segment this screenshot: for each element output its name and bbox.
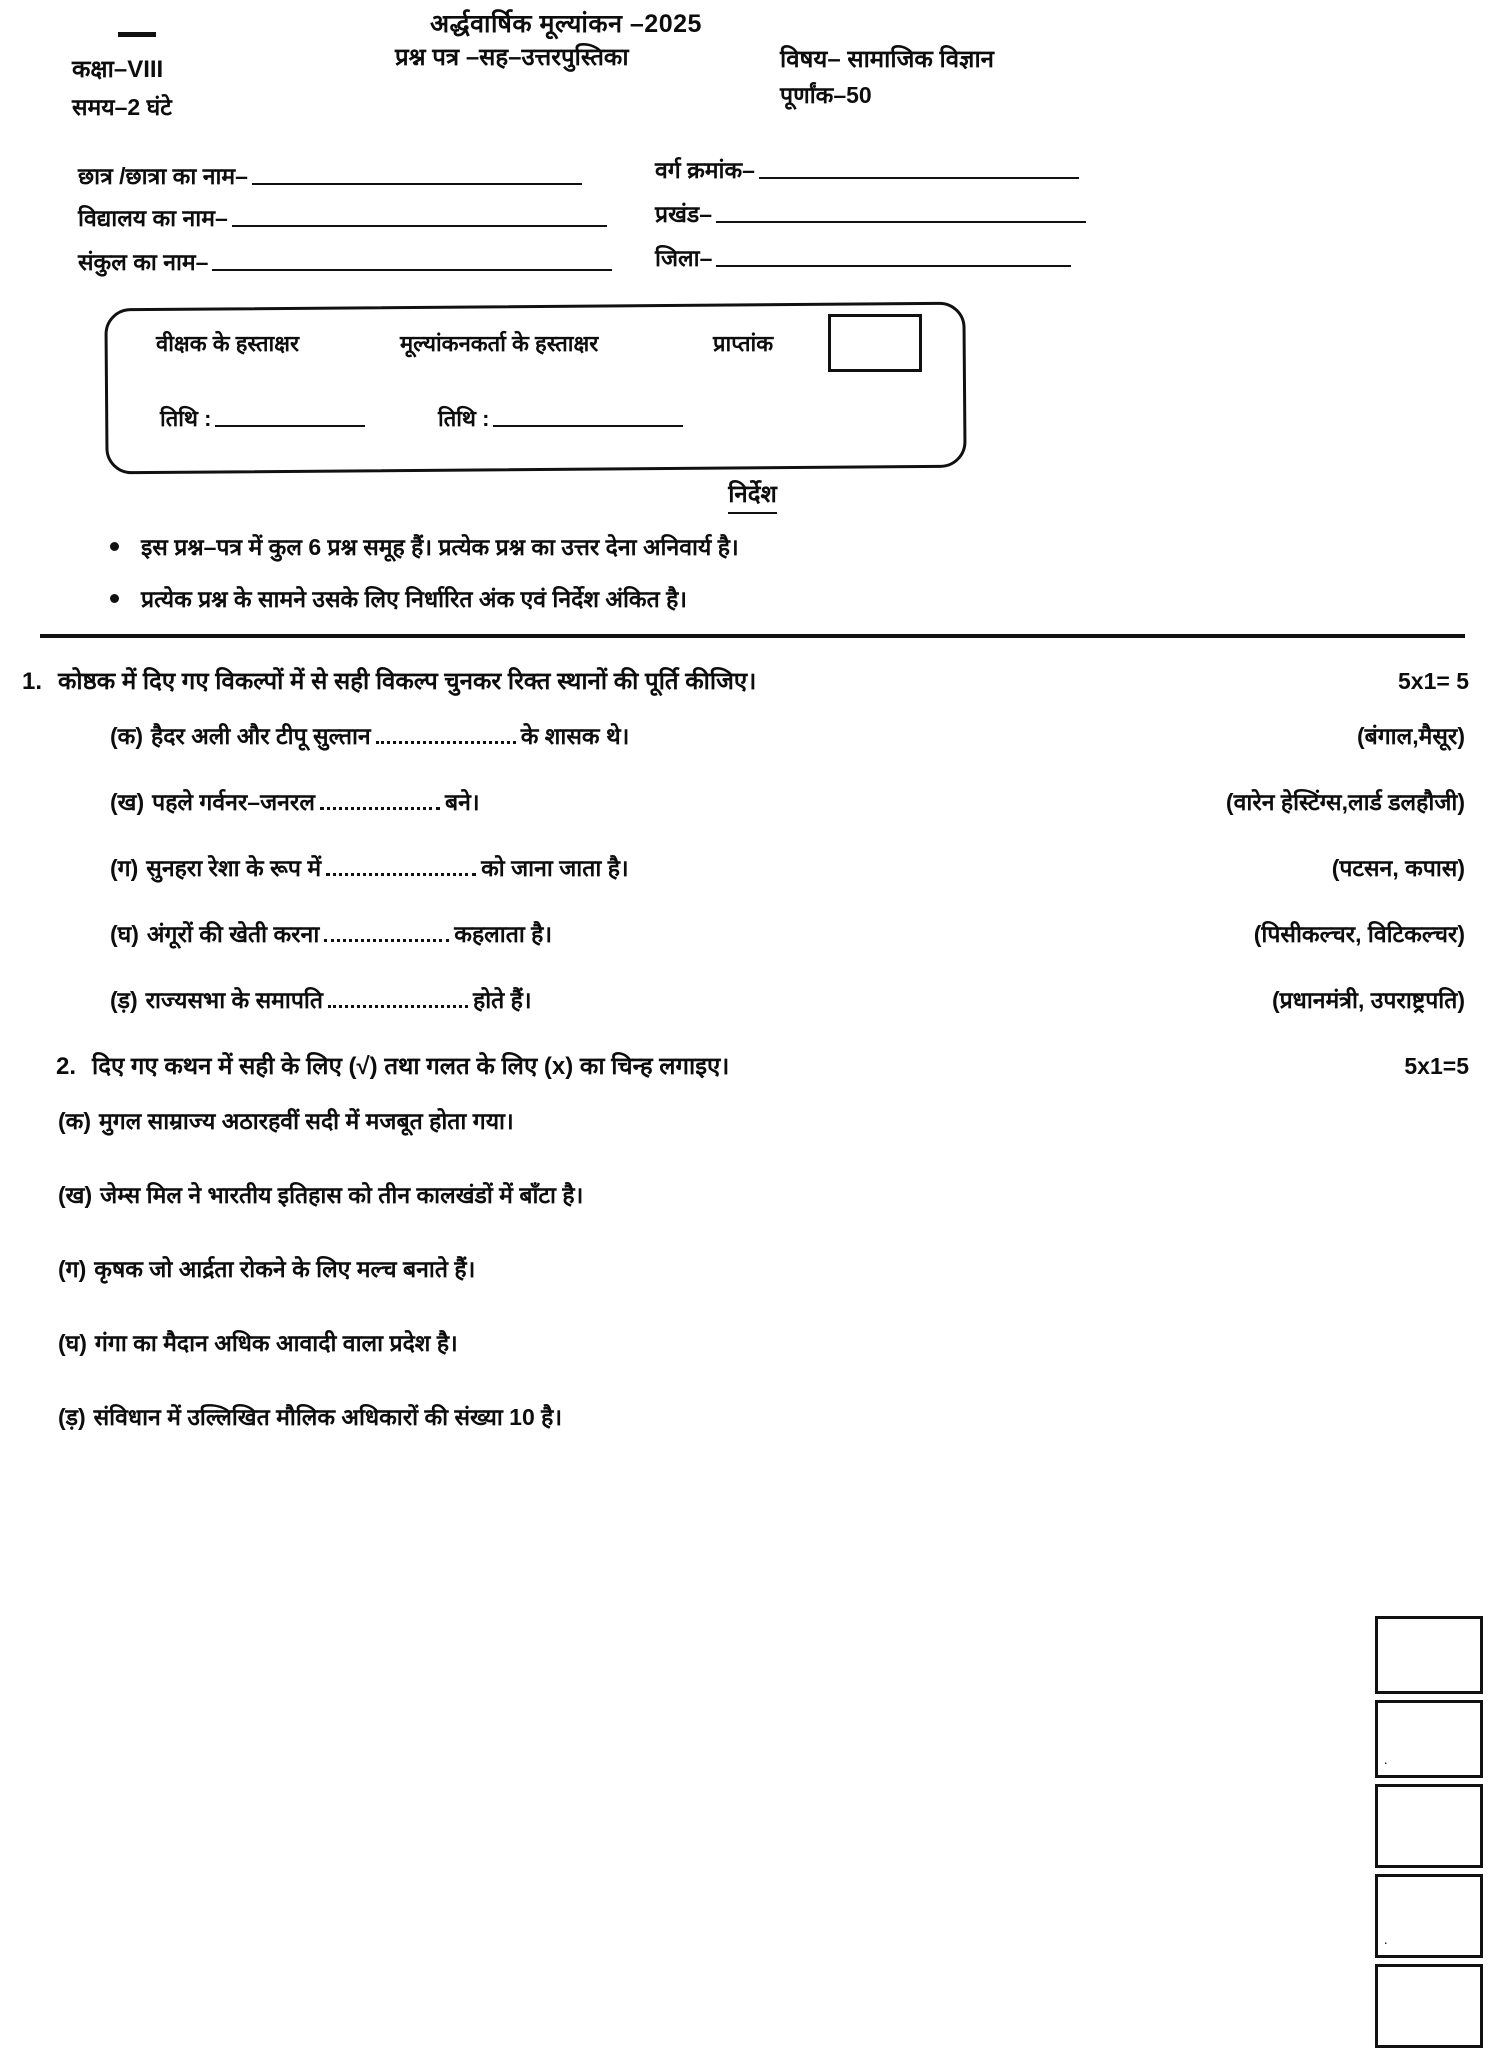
question-2-marks: 5x1=5: [1404, 1053, 1469, 1079]
evaluator-signature-label: मूल्यांकनकर्ता के हस्ताक्षर: [400, 331, 599, 356]
instructions-heading-wrap: [0, 477, 1505, 514]
instruction-text: इस प्रश्न–पत्र में कुल 6 प्रश्न समूह हैं। प्रत्येक प्रश्न का उत्तर देना अनिवार्य है।: [141, 534, 739, 560]
class-roll-input[interactable]: [759, 177, 1079, 179]
sub-label: (घ): [110, 921, 139, 947]
evaluator-date-input[interactable]: [493, 425, 683, 427]
sub-label: (ड़): [58, 1404, 86, 1430]
sub-text-before: मुगल साम्राज्य अठारहवीं सदी में मजबूत होता गया।: [98, 1108, 514, 1134]
question-2-sub-a: [0, 1104, 1505, 1136]
answer-box[interactable]: [1375, 1964, 1483, 2048]
question-1-sub-e: [0, 983, 1505, 1015]
blank-answer-field[interactable]: [324, 939, 449, 942]
sub-text-before: अंगूरों की खेती करना: [146, 921, 320, 947]
student-name-row: [78, 159, 586, 191]
instruction-item: [110, 582, 1505, 614]
max-marks-label: पूर्णांक–50: [780, 82, 872, 108]
subject-label: विषय– सामाजिक विज्ञान: [780, 46, 994, 73]
blank-answer-field[interactable]: [328, 1005, 468, 1008]
school-name-row: [78, 201, 611, 233]
invigilator-signature-label: वीक्षक के हस्ताक्षर: [156, 331, 299, 356]
instructions-list: [110, 530, 1505, 614]
sub-text-before: जेम्स मिल ने भारतीय इतिहास को तीन कालखंडों में बाँटा है।: [100, 1182, 584, 1208]
question-1-number: 1.: [22, 668, 43, 695]
block-row: [655, 197, 1090, 229]
sub-options: (प्रधानमंत्री, उपराष्ट्रपति): [1271, 987, 1465, 1013]
bullet-dot-icon: [110, 594, 119, 603]
sub-text-after: को जाना जाता है।: [481, 855, 629, 881]
sankul-name-label: संकुल का नाम–: [78, 249, 209, 275]
sub-label: (ख): [110, 789, 145, 815]
district-label: जिला–: [655, 245, 713, 271]
question-1-subitems: [0, 719, 1505, 1015]
answer-box[interactable]: [1375, 1700, 1483, 1778]
question-2-head: [0, 1049, 1505, 1082]
sub-label: (ग): [110, 855, 139, 881]
question-2-sub-e: [0, 1400, 1505, 1432]
sub-text-after: के शासक थे।: [520, 723, 630, 749]
instruction-text: प्रत्येक प्रश्न के सामने उसके लिए निर्धारित अंक एवं निर्देश अंकित है।: [141, 586, 688, 612]
evaluator-date-label: तिथि :: [438, 406, 490, 431]
question-2-sub-c: [0, 1252, 1505, 1284]
time-label: समय–2 घंटे: [72, 94, 172, 120]
question-2-text: दिए गए कथन में सही के लिए (√) तथा गलत के लिए (x) का चिन्ह लगाइए।: [92, 1053, 730, 1080]
sub-text-before: पहले गर्वनर–जनरल: [152, 789, 315, 815]
page-subtitle: प्रश्न पत्र –सह–उत्तरपुस्तिका: [395, 44, 629, 71]
sub-text-before: राज्यसभा के समापति: [145, 987, 323, 1013]
question-2-sub-b: [0, 1178, 1505, 1210]
sub-text-before: हैदर अली और टीपू सुल्तान: [150, 723, 371, 749]
student-info-block: [0, 153, 1505, 283]
question-2-number: 2.: [56, 1053, 77, 1080]
sub-text-after: होते हैं।: [473, 987, 532, 1013]
blank-answer-field[interactable]: [320, 807, 440, 810]
bullet-dot-icon: [110, 542, 119, 551]
sub-options: (पटसन, कपास): [1331, 855, 1465, 881]
question-1-sub-c: [0, 851, 1505, 883]
question-1-head: [0, 664, 1505, 697]
block-label: प्रखंड–: [655, 201, 712, 227]
answer-box[interactable]: [1375, 1874, 1483, 1958]
answer-box[interactable]: [1375, 1616, 1483, 1694]
obtained-marks-label: प्राप्तांक: [713, 331, 774, 356]
school-name-input[interactable]: [232, 225, 607, 227]
question-2-sub-d: [0, 1326, 1505, 1358]
sub-options: (वारेन हेस्टिंग्स,लार्ड डलहौजी): [1225, 789, 1465, 815]
invigilator-date-input[interactable]: [215, 425, 365, 427]
page-header: [0, 0, 1505, 135]
sub-label: (ड़): [110, 987, 138, 1013]
instructions-heading: निर्देश: [728, 477, 777, 514]
answer-box-column: [1375, 1616, 1483, 2054]
sankul-name-input[interactable]: [212, 269, 612, 271]
evaluator-date-row: [438, 403, 687, 433]
signature-box: [104, 302, 966, 475]
sub-text-after: बने।: [444, 789, 480, 815]
invigilator-date-label: तिथि :: [160, 406, 212, 431]
district-input[interactable]: [716, 265, 1071, 267]
page-title: अर्द्धवार्षिक मूल्यांकन –2025: [430, 10, 702, 38]
header-tick-mark: [118, 32, 156, 37]
sub-label: (क): [110, 723, 143, 749]
sub-text-after: कहलाता है।: [454, 921, 553, 947]
question-2-subitems: [0, 1104, 1505, 1432]
class-label: कक्षा–VIII: [72, 56, 164, 83]
sub-options: (पिसीकल्चर, विटिकल्चर): [1253, 921, 1465, 947]
tick-mark-icon: .: [1384, 1753, 1388, 1768]
sub-options: (बंगाल,मैसूर): [1356, 723, 1465, 749]
instruction-item: [110, 530, 1505, 562]
sub-text-before: कृषक जो आर्द्रता रोकने के लिए मल्च बनाते हैं।: [94, 1256, 476, 1282]
student-name-input[interactable]: [252, 183, 582, 185]
blank-answer-field[interactable]: [376, 741, 516, 744]
section-divider: [40, 634, 1465, 638]
question-1-text: कोष्ठक में दिए गए विकल्पों में से सही विकल्प चुनकर रिक्त स्थानों की पूर्ति कीजिए।: [58, 668, 757, 695]
sub-label: (ख): [58, 1182, 93, 1208]
obtained-marks-field[interactable]: [828, 314, 922, 372]
sankul-name-row: [78, 245, 616, 277]
block-input[interactable]: [716, 221, 1086, 223]
sub-label: (क): [58, 1108, 91, 1134]
sub-label: (घ): [58, 1330, 87, 1356]
question-1-marks: 5x1= 5: [1398, 668, 1469, 694]
question-2: [0, 1049, 1505, 1432]
answer-box[interactable]: [1375, 1784, 1483, 1868]
sub-text-before: सुनहरा रेशा के रूप में: [146, 855, 322, 881]
question-1-sub-a: [0, 719, 1505, 751]
school-name-label: विद्यालय का नाम–: [78, 205, 228, 231]
question-1-sub-d: [0, 917, 1505, 949]
student-name-label: छात्र /छात्रा का नाम–: [78, 163, 248, 189]
class-roll-row: [655, 153, 1083, 185]
class-roll-label: वर्ग क्रमांक–: [655, 157, 755, 183]
invigilator-date-row: [160, 403, 369, 433]
blank-answer-field[interactable]: [326, 873, 476, 876]
sub-text-before: गंगा का मैदान अधिक आवादी वाला प्रदेश है।: [94, 1330, 458, 1356]
tick-mark-icon: .: [1384, 1933, 1388, 1948]
sub-text-before: संविधान में उल्लिखित मौलिक अधिकारों की संख्या 10 है।: [93, 1404, 563, 1430]
sub-label: (ग): [58, 1256, 87, 1282]
district-row: [655, 241, 1075, 273]
question-1-sub-b: [0, 785, 1505, 817]
question-1: [0, 664, 1505, 1015]
